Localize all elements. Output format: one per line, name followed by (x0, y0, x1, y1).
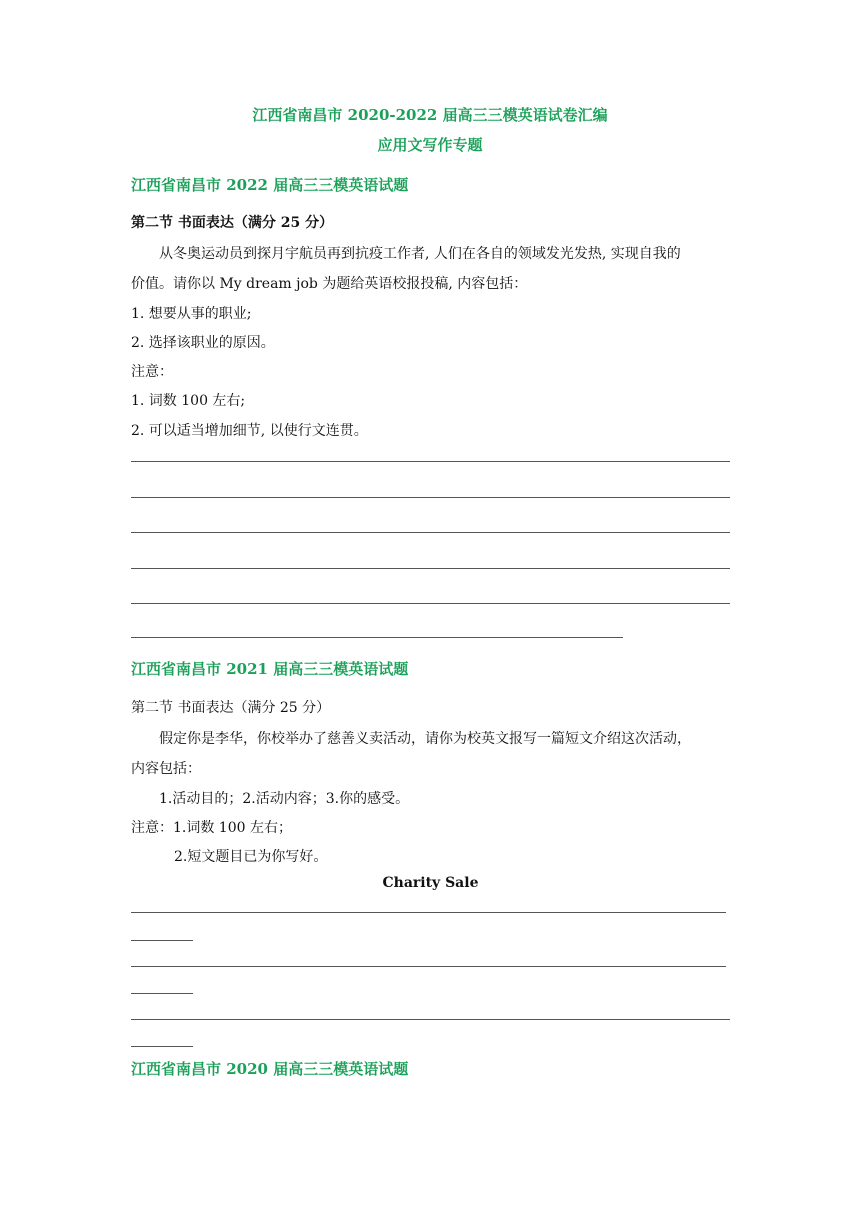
answer-line-short (131, 940, 193, 941)
answer-line (131, 1019, 730, 1020)
answer-line-short (131, 1046, 193, 1047)
essay-title: Charity Sale (382, 875, 479, 891)
answer-line (131, 461, 730, 462)
section-2022-heading: 江西省南昌市 2022 届高三三模英语试题 (131, 176, 409, 194)
answer-line (131, 497, 730, 498)
document-subtitle: 应用文写作专题 (377, 136, 483, 154)
section-2022-subheading: 第二节 书面表达（满分 25 分） (131, 215, 334, 231)
answer-line-short (131, 993, 193, 994)
section-2021-para1: 假定你是李华，你校举办了慈善义卖活动，请你为校英文报写一篇短文介绍这次活动， (159, 731, 691, 747)
document-title: 江西省南昌市 2020-2022 届高三三模英语试卷汇编 (252, 106, 608, 124)
section-2022-item2: 2. 选择该职业的原因。 (131, 335, 275, 351)
section-2021-subheading: 第二节 书面表达（满分 25 分） (131, 700, 331, 716)
section-2021-heading: 江西省南昌市 2021 届高三三模英语试题 (131, 660, 409, 678)
section-2021-para2: 内容包括： (131, 761, 201, 777)
answer-line (131, 912, 726, 913)
section-2021-note1: 注意：1.词数 100 左右； (131, 820, 292, 836)
answer-line (131, 966, 726, 967)
section-2022-note2: 2. 可以适当增加细节, 以使行文连贯。 (131, 423, 368, 439)
answer-line (131, 532, 730, 533)
section-2022-note: 注意： (131, 364, 173, 380)
section-2022-note1: 1. 词数 100 左右; (131, 393, 246, 409)
section-2021-note2: 2.短文题目已为你写好。 (174, 849, 328, 865)
section-2022-para2: 价值。请你以 My dream job 为题给英语校报投稿, 内容包括： (131, 276, 528, 292)
answer-line (131, 637, 623, 638)
section-2022-item1: 1. 想要从事的职业; (131, 306, 252, 322)
answer-line (131, 568, 730, 569)
section-2021-points: 1.活动目的；2.活动内容；3.你的感受。 (159, 791, 410, 807)
section-2022-para1: 从冬奥运动员到探月宇航员再到抗疫工作者, 人们在各自的领域发光发热, 实现自我的 (159, 246, 681, 262)
answer-line (131, 603, 730, 604)
section-2020-heading: 江西省南昌市 2020 届高三三模英语试题 (131, 1060, 409, 1078)
